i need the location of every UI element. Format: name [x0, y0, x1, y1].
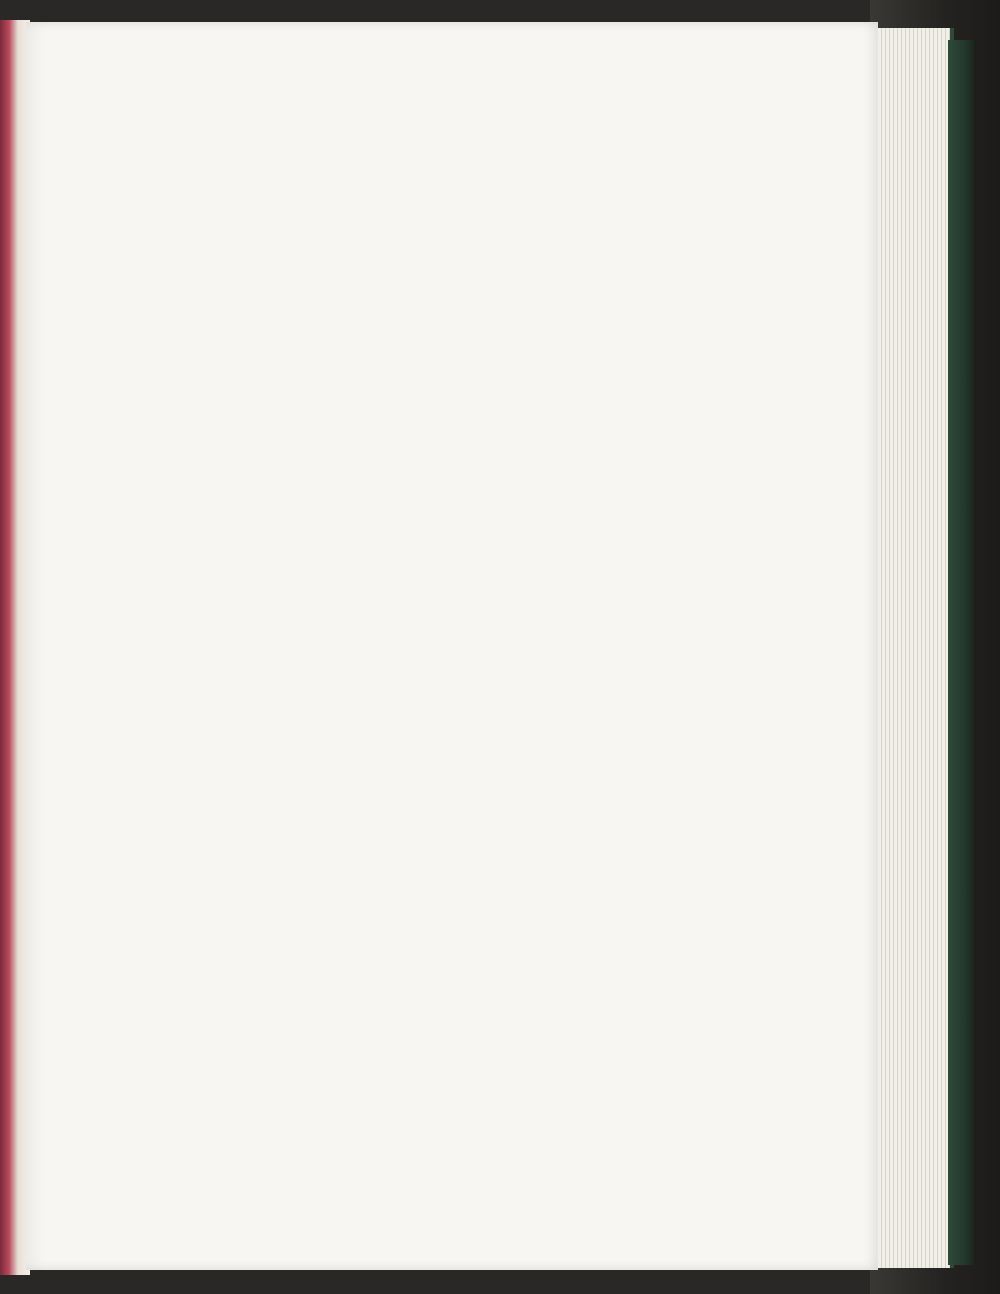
book-page [26, 22, 878, 1270]
page-edges [870, 28, 954, 1268]
book-cover-edge [948, 40, 974, 1265]
